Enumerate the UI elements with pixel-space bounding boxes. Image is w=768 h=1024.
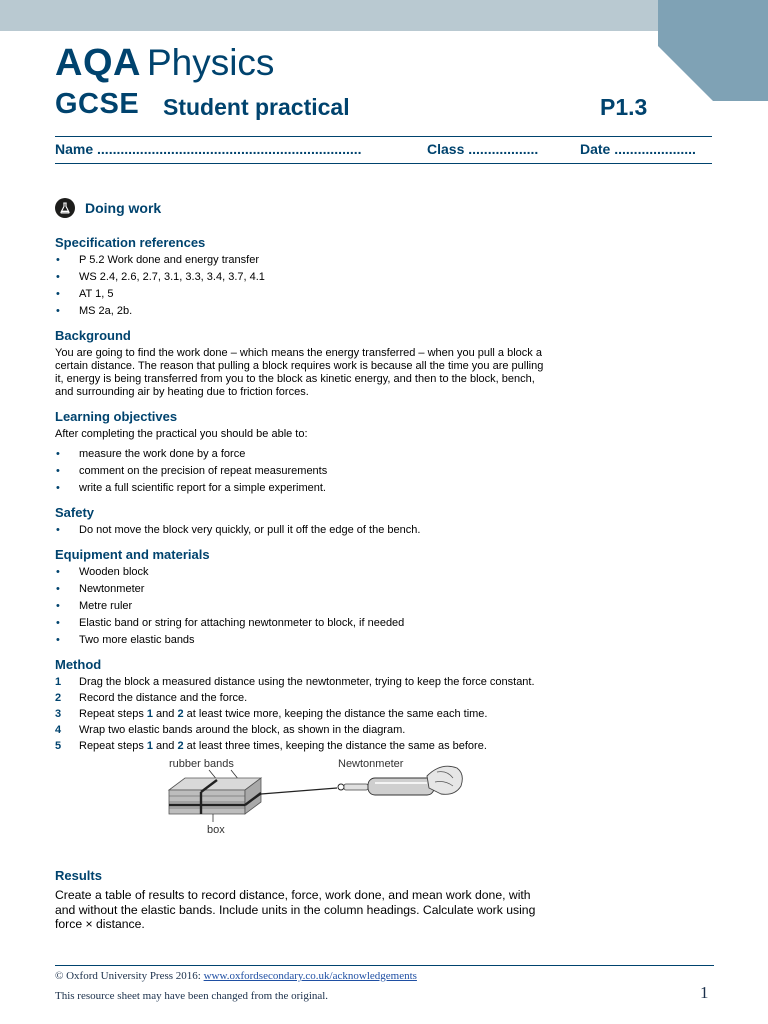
step-text: Drag the block a measured distance using the newtonmeter, trying to keep the force constant. [79,676,535,688]
class-field: Class .................. [427,141,539,157]
step-text: Repeat steps [79,740,147,752]
step-ref: 1 [146,708,153,720]
objectives-intro: After completing the practical you should be able to: [55,428,308,440]
level-label: GCSE [55,88,140,120]
list-item: • Metre ruler [55,600,575,613]
spec-list [55,254,575,318]
spec-section [55,235,575,318]
list-item: • Elastic band or string for attaching newtonmeter to block, if needed [55,617,575,630]
flask-icon [55,198,75,218]
step-text: Repeat steps [79,708,147,720]
step-ref: 2 [177,708,184,720]
list-item: • Wooden block [55,566,575,579]
footer [55,969,417,1003]
results-section [55,868,595,932]
objectives-heading: Learning objectives [55,409,178,424]
step-number: 4 [55,724,62,736]
step-text: Wrap two elastic bands around the block, as shown in the diagram. [79,724,406,736]
text-line: Create a table of results to record distance, force, work done, and mean work done, with [55,888,531,902]
copyright-text: © Oxford University Press 2016: [55,970,204,982]
text-line: You are going to find the work done – which means the energy transferred – when you pull a block a [55,347,542,359]
doc-title: Doing work [85,199,162,216]
spec-heading: Specification references [55,235,206,250]
acknowledgements-link[interactable]: www.oxfordsecondary.co.uk/acknowledgements [203,970,417,982]
footer-rule [55,965,714,966]
step-text: and [153,708,178,720]
background-heading: Background [55,328,131,343]
method-step [55,708,575,721]
step-text: and [153,740,178,752]
method-heading: Method [55,657,102,672]
safety-heading: Safety [55,505,95,520]
step-ref: 2 [177,740,184,752]
brand-subject: Physics [146,42,275,83]
step-text: Record the distance and the force. [79,692,248,704]
background-section [55,328,575,399]
string [261,788,337,794]
step-number: 5 [55,740,62,752]
footer-note: This resource sheet may have been changed from the original. [55,990,329,1002]
method-step [55,676,575,689]
step-text: at least twice more, keeping the distance the same each time. [183,708,488,720]
results-heading: Results [55,868,102,883]
objectives-section [55,409,575,495]
page-subtitle: Student practical [163,94,350,120]
text-line: certain distance. The reason that pulling a block requires work is because all the time you are pulling [55,360,544,372]
step-number: 3 [55,708,62,720]
list-item: • Newtonmeter [55,583,575,596]
header-rule-bottom [55,163,712,164]
date-field: Date ..................... [580,141,696,157]
title-row [55,195,575,221]
list-item: • comment on the precision of repeat measurements [55,465,575,478]
hand [427,766,462,794]
method-step [55,724,575,737]
method-step [55,692,575,705]
practical-code: P1.3 [600,94,648,120]
method-section [55,657,575,753]
meter-body [368,778,434,795]
copyright-line [55,969,417,983]
step-ref: 1 [146,740,153,752]
method-step [55,740,575,753]
name-field: Name .................................................................... [55,141,362,157]
step-number: 1 [55,676,62,688]
list-item: • Do not move the block very quickly, or pull it off the edge of the bench. [55,524,575,537]
text-line: force × distance. [55,917,145,931]
objectives-list [55,448,575,495]
page-number: 1 [700,983,709,1002]
meter-stem [344,784,368,790]
equipment-heading: Equipment and materials [55,547,210,562]
safety-section [55,505,575,537]
background-text [55,347,575,399]
equipment-section [55,547,575,647]
list-item: • measure the work done by a force [55,448,575,461]
header-rule-top [55,136,712,137]
text-line: and without the elastic bands. Include units in the column headings. Calculate work using [55,902,536,917]
meter-hook [338,784,344,790]
text-line: it, energy is being transferred from you to the block as kinetic energy, and then to the block, bench, [55,373,535,385]
text-line: and surrounding air by heating due to friction forces. [55,386,309,398]
brand-title [55,42,274,85]
main-content [55,195,575,848]
diagram-label-box: box [207,824,225,836]
diagram-label-meter: Newtonmeter [338,758,404,770]
method-list [55,676,575,753]
diagram-label-bands: rubber bands [169,758,234,770]
brand-aqa: AQA [55,42,141,84]
step-text: at least three times, keeping the distance the same as before. [183,740,487,752]
name-class-date-row [55,141,712,161]
list-item: • P 5.2 Work done and energy transfer [55,254,575,267]
results-text [55,888,595,932]
equipment-list [55,566,575,647]
list-item: • Two more elastic bands [55,634,575,647]
list-item: • write a full scientific report for a simple experiment. [55,482,575,495]
step-number: 2 [55,692,62,704]
experiment-diagram [165,758,465,836]
list-item: • MS 2a, 2b. [55,305,575,318]
safety-list [55,524,575,537]
list-item: • AT 1, 5 [55,288,575,301]
list-item: • WS 2.4, 2.6, 2.7, 3.1, 3.3, 3.4, 3.7, 4.1 [55,271,575,284]
